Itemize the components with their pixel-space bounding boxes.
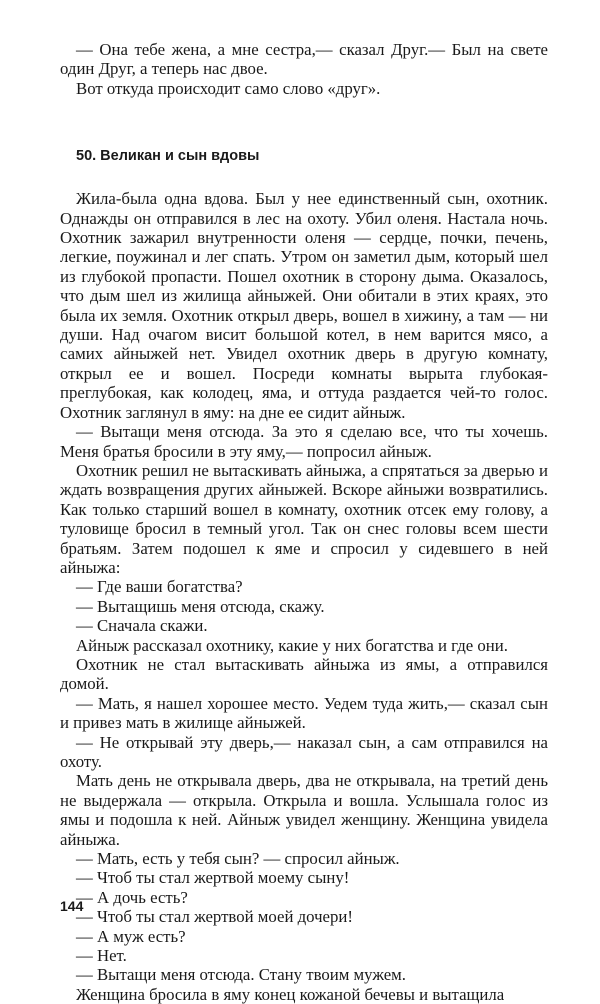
paragraph: Охотник решил не вытаскивать айныжа, а спрятаться за дверью и ждать возвращения других айныжей. Вскоре айныжи возвратились. Как только старший вошел в комнату, охотник отсек ему голову, а туловище бросил в темный угол. Так он снес головы всем шести братьям. Затем подошел к яме и спросил у сидевшего в ней айныжа: [60,460,548,577]
paragraph: — Мать, есть у тебя сын? — спросил айныж. [76,849,400,869]
story-text [60,189,548,1004]
page-number: 144 [60,898,84,914]
paragraph: — Мать, я нашел хорошее место. Уедем туда жить,— сказал сын и привез мать в жилище айныжей. [60,693,548,733]
paragraph: — А дочь есть? [76,887,188,907]
paragraph: — Нет. [76,946,127,966]
paragraph: — Она тебе жена, а мне сестра,— сказал Друг.— Был на свете один Друг, а теперь нас двое. [60,40,548,79]
paragraph: Айныж рассказал охотнику, какие у них богатства и где они. [76,635,508,655]
paragraph: — Где ваши богатства? [76,577,243,597]
paragraph: — Вытащи меня отсюда. Стану твоим мужем. [76,965,406,985]
paragraph: Женщина бросила в яму конец кожаной бечевы и вытащила [76,984,505,1004]
paragraph: Охотник не стал вытаскивать айныжа из ямы, а отправился домой. [60,654,548,694]
paragraph: — Вытащишь меня отсюда, скажу. [76,596,325,616]
paragraph: — Сначала скажи. [76,616,208,636]
paragraph: — Чтоб ты стал жертвой моей дочери! [76,907,353,927]
paragraph: — А муж есть? [76,926,186,946]
section-heading: 50. Великан и сын вдовы [76,148,260,165]
paragraph: Вот откуда происходит само слово «друг». [76,78,381,98]
paragraph: — Вытащи меня отсюда. За это я сделаю все, что ты хочешь. Меня братья бросили в эту яму,— попросил айныж. [60,422,548,461]
paragraph: Мать день не открывала дверь, два не открывала, на третий день не выдержала — открыла. Открыла и вошла. Услышала голос из ямы и подошла к ней. Айныж увидел женщину. Женщина увидела айныжа. [60,771,548,849]
page-body [60,40,548,1004]
intro-text [60,40,548,98]
paragraph: — Чтоб ты стал жертвой моему сыну! [76,868,350,888]
paragraph: Жила-была одна вдова. Был у нее единственный сын, охотник. Однажды он отправился в лес на охоту. Убил оленя. Настала ночь. Охотник зажарил внутренности оленя — сердце, почки, печень, легкие, поужинал и лег спать. Утром он заметил дым, который шел из глубокой пропасти. Пошел охотник в сторону дыма. Оказалось, что дым шел из жилища айныжей. Они обитали в этих краях, это была их земля. Охотник открыл дверь, вошел в хижину, а там — ни души. Над очагом висит большой котел, в нем варится мясо, а самих айныжей нет. Увидел охотник дверь в другую комнату, открыл ее и вошел. Посреди комнаты вырыта глубокая-преглубокая, как колодец, яма, и оттуда раздается чей-то голос. Охотник заглянул в яму: на дне ее сидит айныж. [60,189,548,422]
paragraph: — Не открывай эту дверь,— наказал сын, а сам отправился на охоту. [60,732,548,771]
